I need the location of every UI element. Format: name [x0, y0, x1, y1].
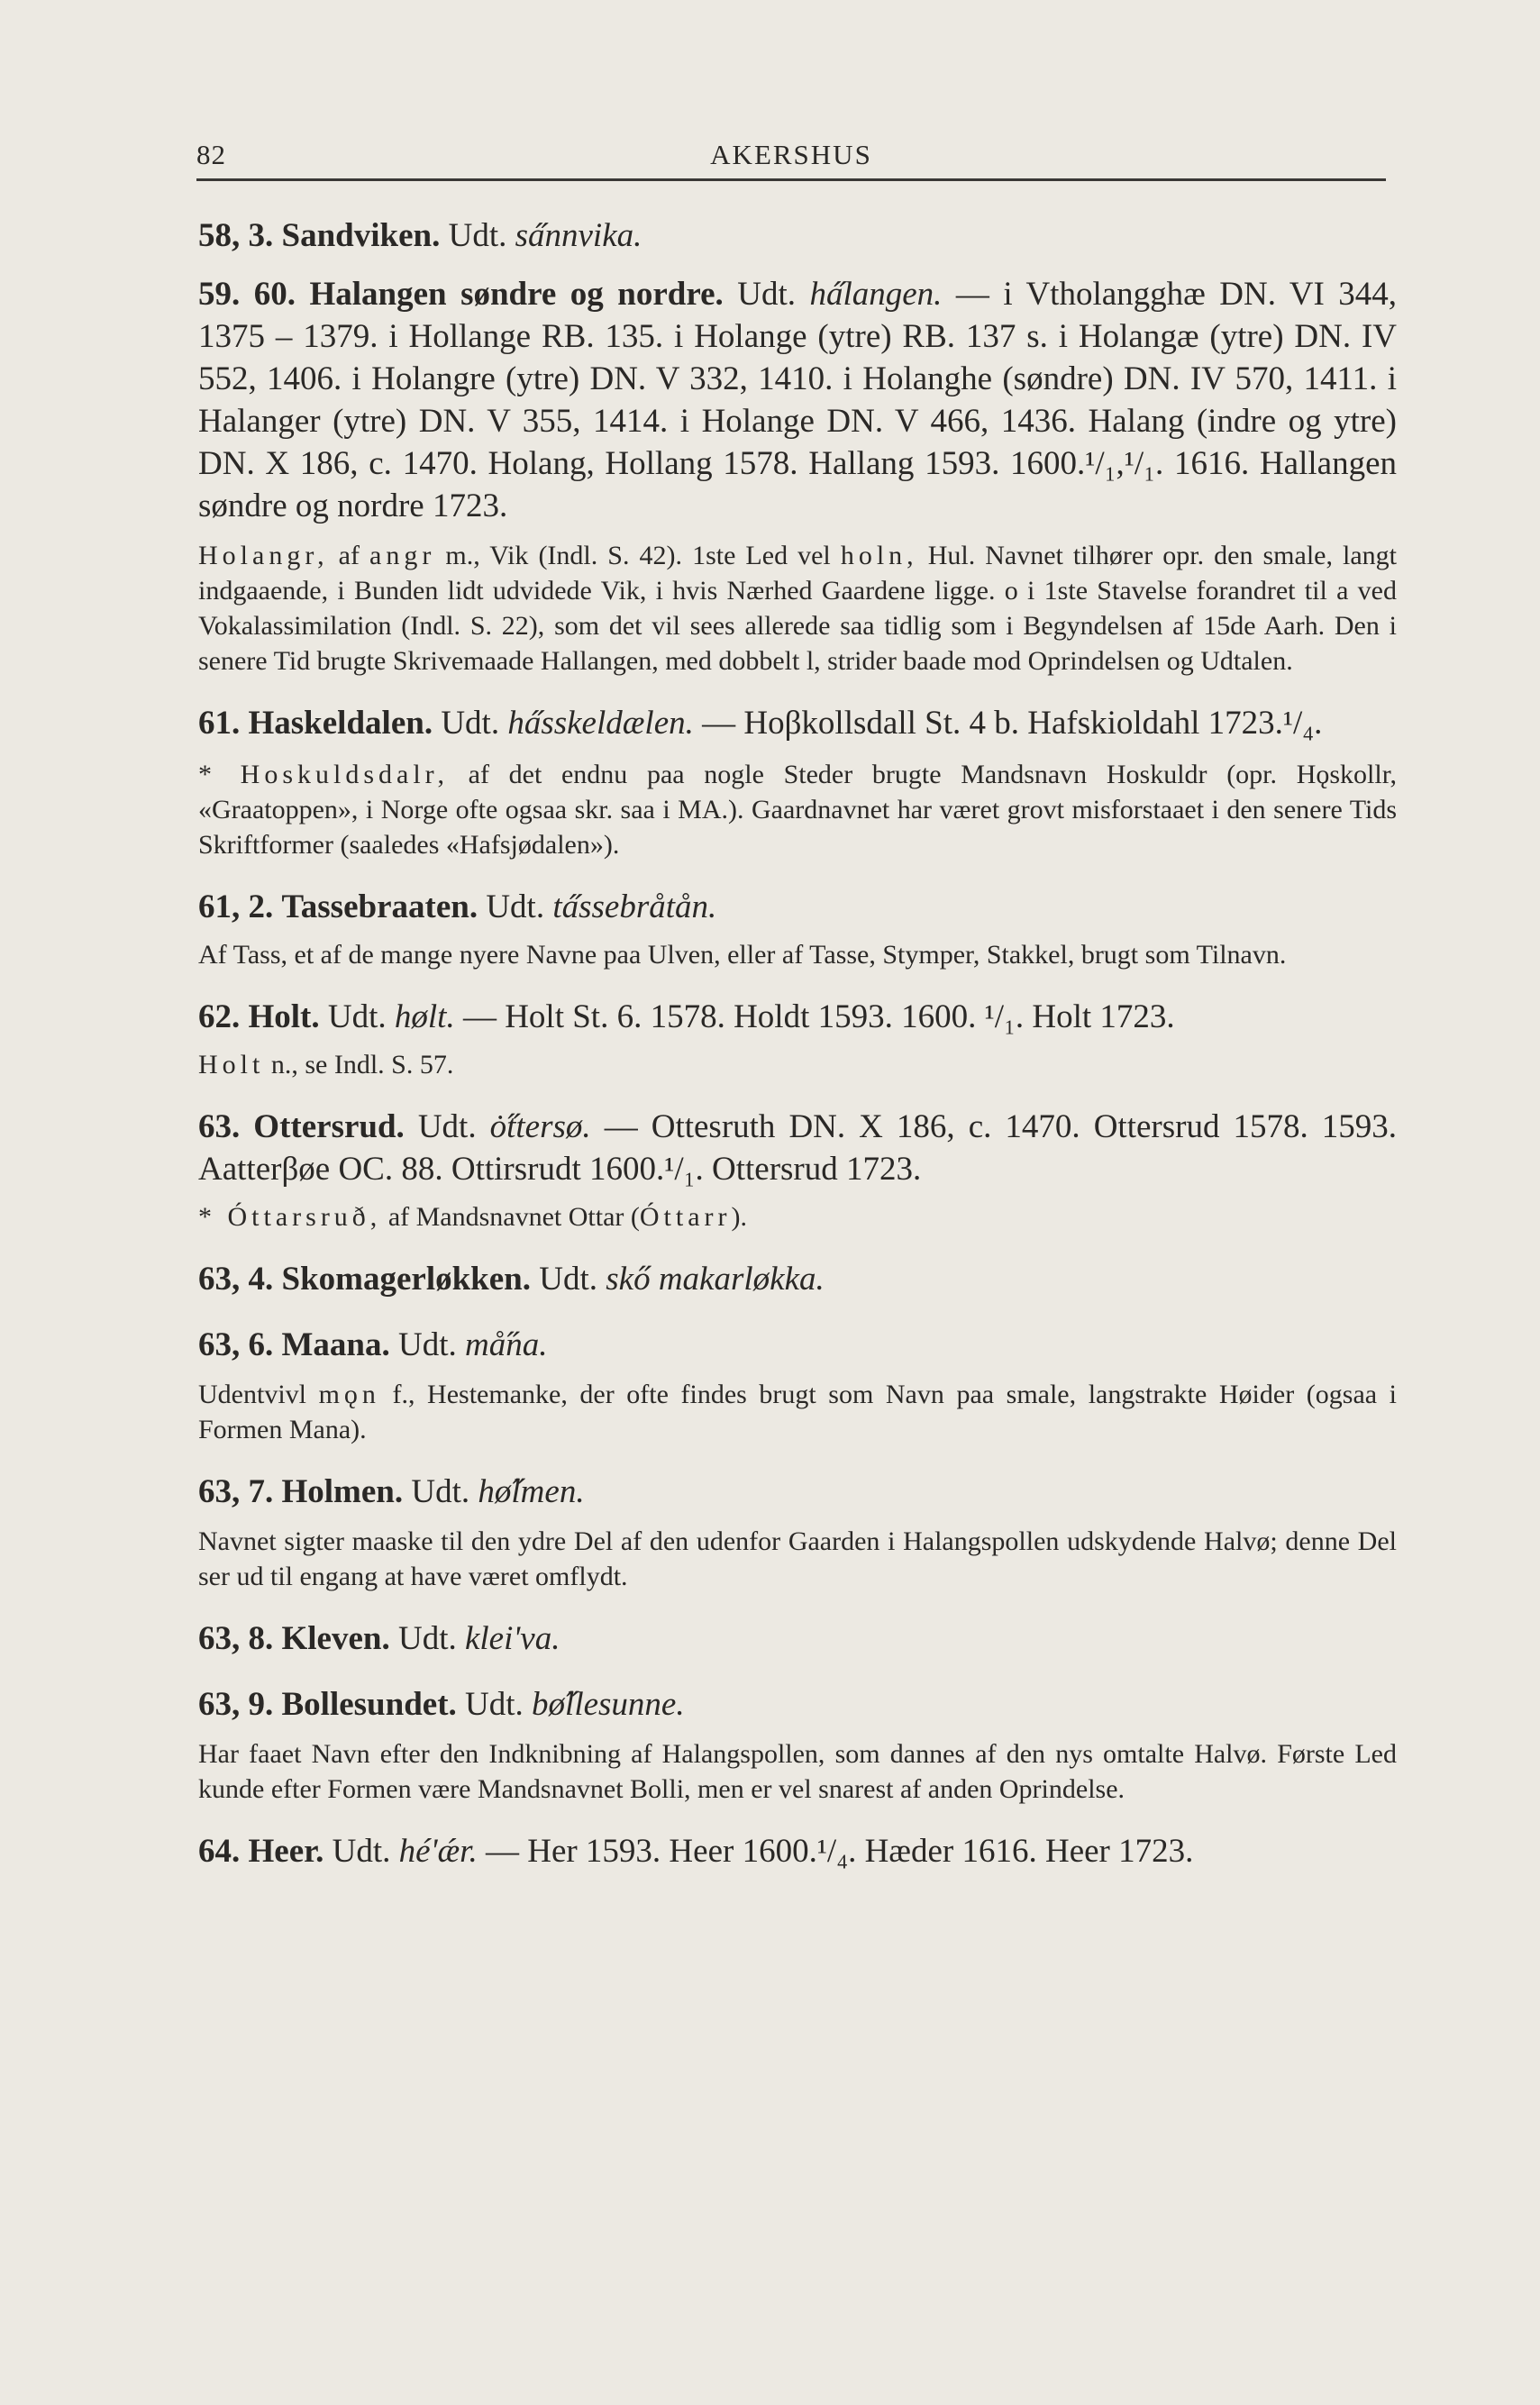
entry-heading: [198, 1830, 1397, 1872]
entry-63: [198, 1106, 1397, 1234]
note-text: ).: [731, 1202, 748, 1232]
entry-number: 62.: [198, 998, 241, 1035]
udt-label: Udt.: [404, 1108, 490, 1145]
udt-label: Udt.: [531, 1261, 606, 1298]
old-form: Holangr,: [198, 541, 329, 570]
entry-note: Navnet sigter maaske til den ydre Del af den udenfor Gaarden i Halangspollen udskydende Halvø; denne Del ser ud til engang at have været omflydt.: [198, 1526, 1397, 1591]
entry-note: Har faaet Navn efter den Indknibning af Halangspollen, som dannes af den nys omtalte Halvø. Første Led kunde efter Formen være Mandsnavnet Bolli, men er vel snarest af anden Oprindelse.: [198, 1739, 1397, 1804]
pronunciation: hølt.: [394, 998, 455, 1035]
entry-heading: [198, 1258, 1397, 1300]
udt-label: Udt.: [478, 888, 553, 925]
note-text: n., se Indl. S. 57.: [264, 1050, 454, 1080]
historical-forms: — i Vtholangghæ DN. VI 344, 1375 – 1379. i Hollange RB. 135. i Holange (ytre) RB. 137 s. i Holangæ (ytre) DN. IV 552, 1406. i Holangre (ytre) DN. V 332, 1410. i Holanghe (søndre) DN. IV 570, 1411. i Halanger (ytre) DN. V 355, 1414. i Holange DN. V 466, 1436. Halang (indre og ytre) DN. X 186, c. 1470. Holang, Hollang 1578. Hallang 1593. 1600.¹/₁,¹/₁. 1616. Hallangen søndre og nordre 1723.: [198, 276, 1398, 524]
entry-61: [198, 702, 1397, 862]
entry-note: [198, 1047, 1397, 1082]
note-text: f., Hestemanke, der ofte findes brugt som Navn paa smale, langstrakte Høider (ogsaa i Formen Mana).: [198, 1380, 1397, 1444]
entry-heading: [198, 273, 1397, 527]
entry-number: 63, 4.: [198, 1261, 274, 1298]
udt-label: Udt.: [403, 1473, 478, 1510]
entry-number: 63, 7.: [198, 1473, 274, 1510]
entry-number: 63, 6.: [198, 1326, 274, 1363]
entry-name: Tassebraaten.: [281, 888, 478, 925]
entry-heading: [198, 1617, 1397, 1660]
old-form: mǫn: [318, 1380, 380, 1409]
entry-59-60: [198, 273, 1397, 679]
entry-name: Holt.: [248, 998, 320, 1035]
page-header: [196, 133, 1386, 181]
entry-number: 63, 8.: [198, 1620, 274, 1657]
pronunciation: sa̋nnvika.: [515, 217, 642, 254]
entry-heading: [198, 214, 1397, 257]
entry-63-4: [198, 1258, 1397, 1300]
entry-number: 61.: [198, 705, 241, 742]
pronunciation: ha̋sskeldælen.: [507, 705, 694, 742]
entry-name: Halangen søndre og nordre.: [309, 276, 724, 313]
entry-note: [198, 1199, 1397, 1234]
pronunciation: ȯ̋ttersø.: [489, 1108, 591, 1145]
pronunciation: må̋na.: [465, 1326, 548, 1363]
historical-forms: — Her 1593. Heer 1600.¹/₄. Hæder 1616. Heer 1723.: [477, 1833, 1194, 1870]
entry-heading: [198, 1106, 1397, 1190]
entry-note: [198, 538, 1397, 679]
pronunciation: bø̋llesunne.: [532, 1686, 685, 1723]
old-form: Óttarr: [639, 1202, 732, 1232]
entry-note: [198, 757, 1397, 862]
page-number: 82: [196, 139, 226, 170]
old-form: Holt: [198, 1050, 265, 1080]
note-text: af Mandsnavnet Ottar (: [381, 1202, 640, 1232]
note-text: Hul. Navnet tilhører opr. den smale, langt indgaaende, i Bunden lidt udvidede Vik, i hvis Nærhed Gaardene ligge. o i 1ste Stavelse forandret til a ved Vokalassimilation (Indl. S. 22), som det vil sees allerede saa tidlig som i Begyndelsen af 15de Aarh. Den i senere Tid brugte Skrivemaade Hallangen, med dobbelt l, strider baade mod Oprindelsen og Udtalen.: [198, 541, 1397, 676]
udt-label: Udt.: [389, 1326, 465, 1363]
old-form: * Óttarsruð,: [198, 1202, 382, 1232]
pronunciation: hø̋lmen.: [478, 1473, 585, 1510]
running-title: AKERSHUS: [710, 139, 872, 170]
entry-name: Sandviken.: [281, 217, 441, 254]
entry-number: 61, 2.: [198, 888, 274, 925]
entry-heading: [198, 702, 1397, 744]
entry-63-6: [198, 1324, 1397, 1447]
note-text: m., Vik (Indl. S. 42). 1ste Led vel: [435, 541, 841, 570]
udt-label: Udt.: [723, 276, 810, 313]
entry-64: [198, 1830, 1397, 1872]
pronunciation: klei'va.: [464, 1620, 560, 1657]
udt-label: Udt.: [456, 1686, 533, 1723]
entry-heading: [198, 1324, 1397, 1366]
entry-58-3: [198, 214, 1397, 257]
note-text: af det endnu paa nogle Steder brugte Mandsnavn Hoskuldr (opr. Hǫskollr, «Graatoppen», i Norge ofte ogsaa skr. saa i MA.). Gaardnavnet har været grovt misforstaaet i den senere Tids Skriftformer (saaledes «Hafsjødalen»).: [198, 760, 1397, 860]
pronunciation: skő makarløkka.: [606, 1261, 825, 1298]
udt-label: Udt.: [323, 1833, 399, 1870]
udt-label: Udt.: [433, 705, 508, 742]
udt-label: Udt.: [389, 1620, 465, 1657]
pronunciation: ha̋langen.: [809, 276, 943, 313]
entry-name: Ottersrud.: [253, 1108, 405, 1145]
entry-number: 63, 9.: [198, 1686, 274, 1723]
note-text: af: [328, 541, 370, 570]
historical-forms: — Holt St. 6. 1578. Holdt 1593. 1600. ¹/₁. Holt 1723.: [454, 998, 1175, 1035]
old-form: angr: [369, 541, 436, 570]
old-form: * Hoskuldsdalr,: [198, 760, 449, 789]
entry-name: Bollesundet.: [281, 1686, 457, 1723]
entry-62: [198, 996, 1397, 1082]
entry-heading: [198, 886, 1397, 928]
udt-label: Udt.: [440, 217, 515, 254]
entry-heading: [198, 996, 1397, 1038]
entry-heading: [198, 1471, 1397, 1513]
historical-forms: — Ottesruth DN. X 186, c. 1470. Ottersrud 1578. 1593. Aatterβøe OC. 88. Ottirsrudt 1600.¹/₁. Ottersrud 1723.: [198, 1108, 1398, 1188]
entry-name: Holmen.: [281, 1473, 404, 1510]
entry-63-8: [198, 1617, 1397, 1660]
entry-heading: [198, 1683, 1397, 1726]
entry-number: 59. 60.: [198, 276, 296, 313]
entry-number: 64.: [198, 1833, 241, 1870]
pronunciation: hé'ǽr.: [398, 1833, 478, 1870]
entry-name: Kleven.: [281, 1620, 390, 1657]
entry-name: Heer.: [248, 1833, 324, 1870]
entry-name: Haskeldalen.: [248, 705, 433, 742]
entry-63-9: [198, 1683, 1397, 1807]
entry-number: 58, 3.: [198, 217, 274, 254]
entry-63-7: [198, 1471, 1397, 1594]
historical-forms: — Hoβkollsdall St. 4 b. Hafskioldahl 1723.¹/₄.: [693, 705, 1323, 742]
entry-number: 63.: [198, 1108, 241, 1145]
pronunciation: ta̋ssebråtån.: [552, 888, 717, 925]
entry-name: Skomagerløkken.: [281, 1261, 532, 1298]
note-text: Udentvivl: [198, 1380, 319, 1409]
entry-note: Af Tass, et af de mange nyere Navne paa Ulven, eller af Tasse, Stymper, Stakkel, brugt som Tilnavn.: [198, 940, 1287, 970]
udt-label: Udt.: [319, 998, 395, 1035]
dictionary-content: [198, 214, 1397, 1872]
entry-name: Maana.: [281, 1326, 390, 1363]
entry-note: [198, 1377, 1397, 1447]
entry-61-2: [198, 886, 1397, 972]
old-form: holn,: [840, 541, 918, 570]
